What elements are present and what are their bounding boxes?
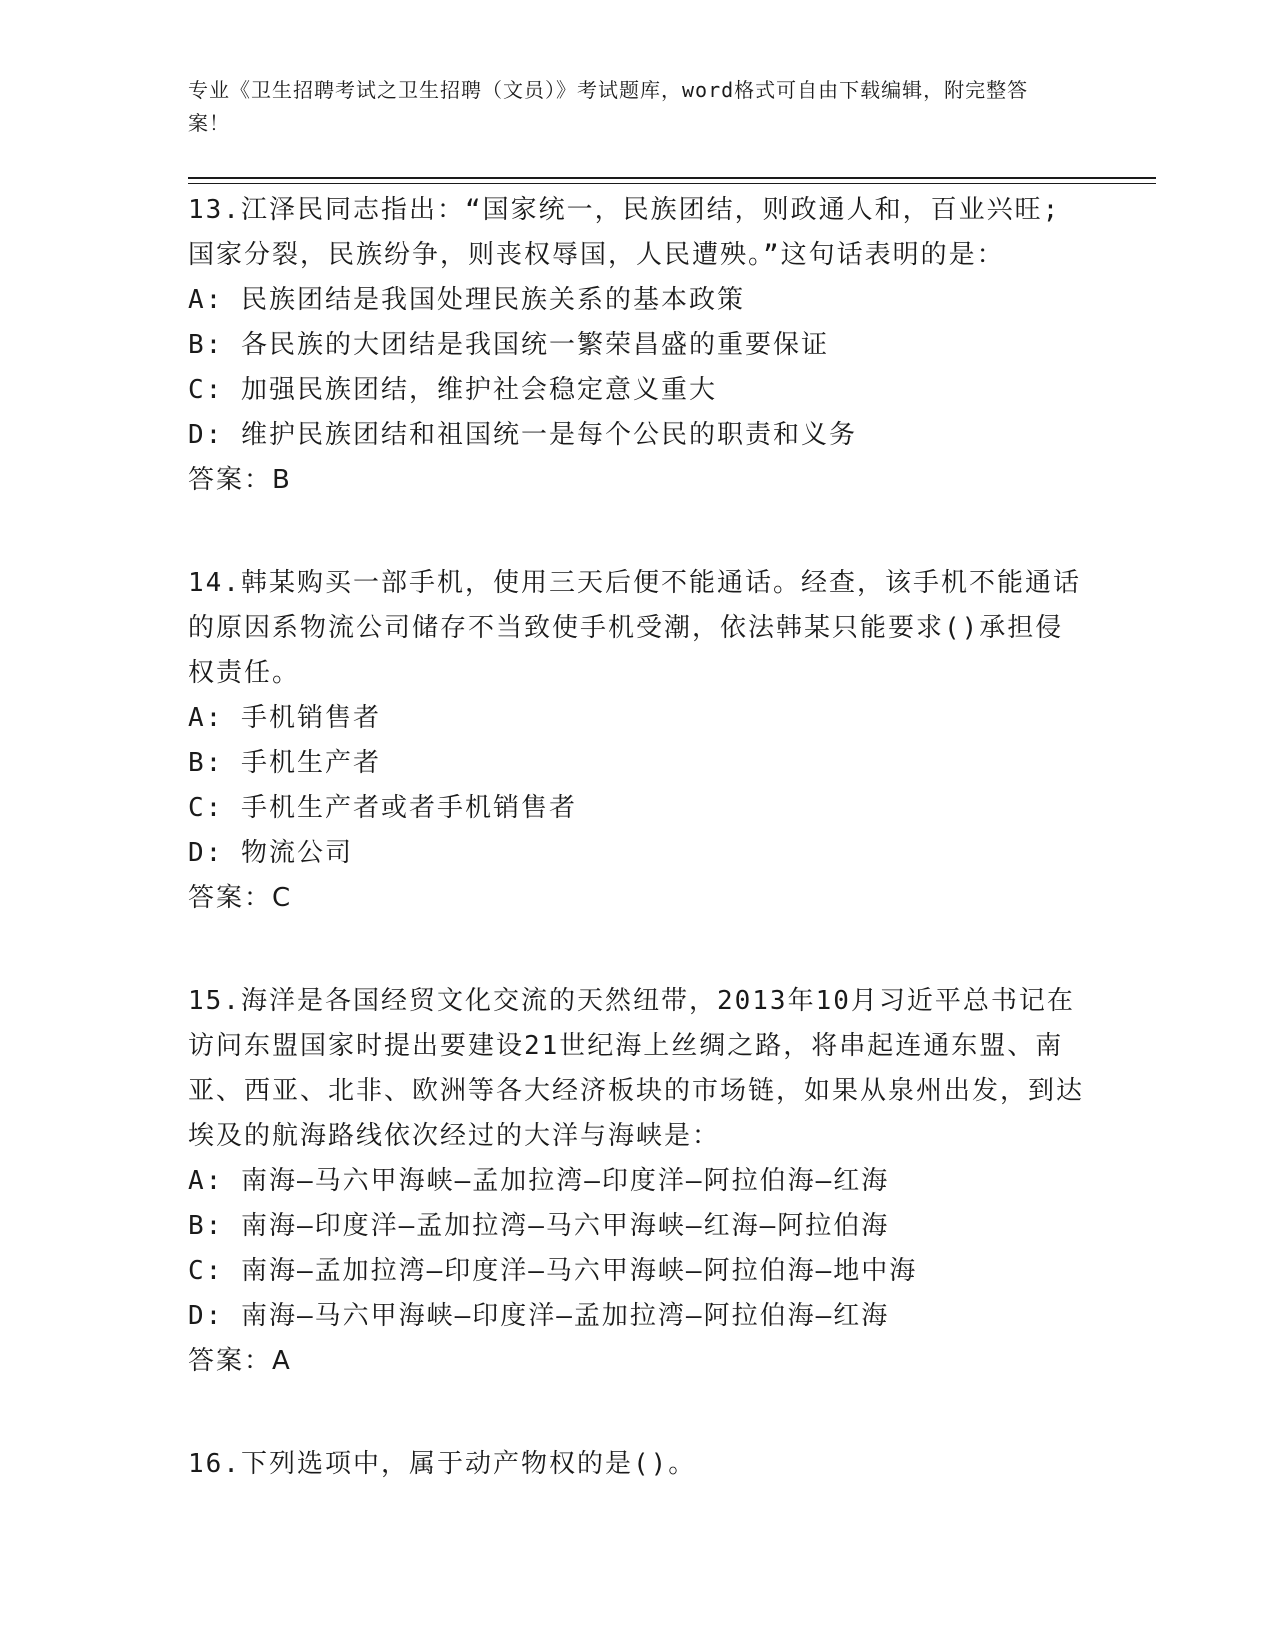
- option-b: B: 南海—印度洋—孟加拉湾—马六甲海峡—红海—阿拉伯海: [188, 1211, 890, 1241]
- question-16: [188, 1442, 1088, 1487]
- question-stem: 15.海洋是各国经贸文化交流的天然纽带，2013年10月习近平总书记在访问东盟国家时提出要建设21世纪海上丝绸之路，将串起连通东盟、南亚、西亚、北非、欧洲等各大经济板块的市场链，如果从泉州出发，到达埃及的航海路线依次经过的大洋与海峡是：: [188, 986, 1085, 1151]
- option-c: C: 手机生产者或者手机销售者: [188, 793, 577, 823]
- option-c: C: 南海—孟加拉湾—印度洋—马六甲海峡—阿拉伯海—地中海: [188, 1256, 918, 1286]
- option-a: A: 手机销售者: [188, 703, 381, 733]
- question-stem: 16.下列选项中，属于动产物权的是()。: [188, 1449, 697, 1479]
- answer-line: 答案：C: [188, 883, 293, 913]
- document-header: 专业《卫生招聘考试之卫生招聘（文员）》考试题库，word格式可自由下载编辑，附完整答案！: [188, 78, 1029, 135]
- option-b: B: 各民族的大团结是我国统一繁荣昌盛的重要保证: [188, 330, 829, 360]
- question-list: [188, 188, 1088, 1545]
- answer-line: 答案：B: [188, 465, 292, 495]
- option-a: A: 民族团结是我国处理民族关系的基本政策: [188, 285, 745, 315]
- option-a: A: 南海—马六甲海峡—孟加拉湾—印度洋—阿拉伯海—红海: [188, 1166, 890, 1196]
- question-stem: 14.韩某购买一部手机，使用三天后便不能通话。经查，该手机不能通话的原因系物流公司储存不当致使手机受潮，依法韩某只能要求()承担侵权责任。: [188, 568, 1081, 688]
- option-b: B: 手机生产者: [188, 748, 381, 778]
- question-15: [188, 979, 1088, 1384]
- option-d: D: 物流公司: [188, 838, 353, 868]
- header-divider: [188, 177, 1156, 179]
- header-divider-thin: [188, 183, 1156, 184]
- question-14: [188, 561, 1088, 921]
- answer-line: 答案：A: [188, 1346, 292, 1376]
- question-13: [188, 188, 1088, 503]
- option-c: C: 加强民族团结，维护社会稳定意义重大: [188, 375, 717, 405]
- option-d: D: 维护民族团结和祖国统一是每个公民的职责和义务: [188, 420, 857, 450]
- question-stem: 13.江泽民同志指出：“国家统一，民族团结，则政通人和，百业兴旺;国家分裂，民族纷争，则丧权辱国，人民遭殃。”这句话表明的是：: [188, 195, 1061, 270]
- option-d: D: 南海—马六甲海峡—印度洋—孟加拉湾—阿拉伯海—红海: [188, 1301, 890, 1331]
